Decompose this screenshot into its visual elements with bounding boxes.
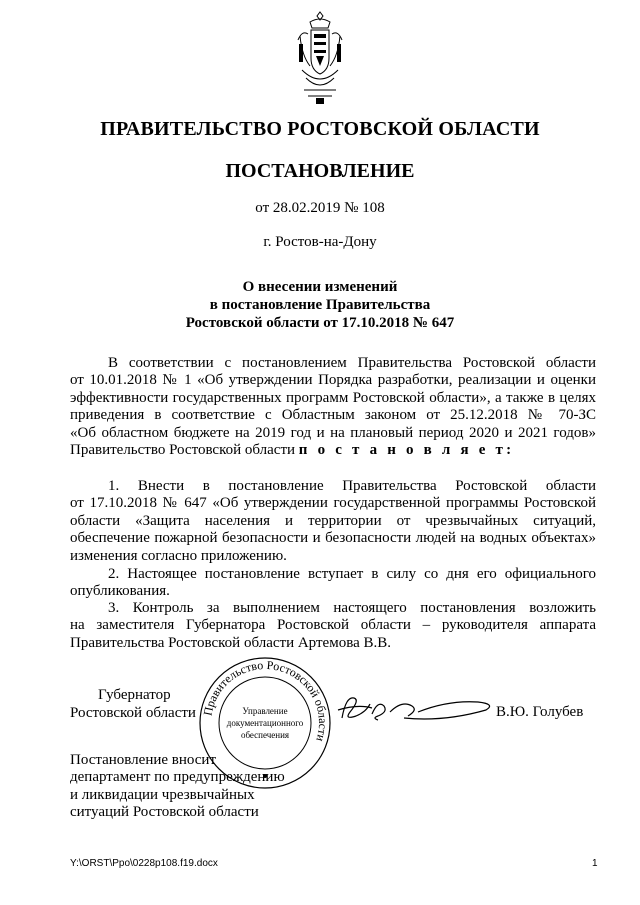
paragraph-line: 1. Внести в постановление Правительства Ростовской области — [108, 478, 596, 494]
file-path: Y:\ORST\Ppo\0228p108.f19.docx — [70, 858, 218, 869]
stamp-inner-line: документационного — [226, 718, 304, 728]
submitter-line: ситуаций Ростовской области — [70, 804, 259, 821]
decree-item-2 — [70, 566, 596, 601]
paragraph-line: области «Защита населения и территории от чрезвычайных ситуаций, — [70, 512, 596, 529]
paragraph-line: обеспечение пожарной безопасности и безопасности людей на водных объектах» — [70, 530, 596, 547]
handwritten-signature — [334, 688, 494, 732]
signer-role-line: Ростовской области — [70, 705, 196, 721]
stamp-outer-text: Правительство Ростовской области — [200, 657, 331, 744]
paragraph-line — [70, 442, 596, 459]
decrees-word: п о с т а н о в л я е т: — [298, 441, 515, 458]
subject-line: Ростовской области от 17.10.2018 № 647 — [185, 315, 455, 331]
document-subject — [0, 278, 640, 332]
preamble-paragraph — [70, 355, 596, 459]
paragraph-line: изменения согласно приложению. — [70, 547, 287, 564]
paragraph-line: эффективности государственных программ Ростовской области», а также в целях — [70, 389, 596, 406]
paragraph-line: 3. Контроль за выполнением настоящего постановления возложить — [108, 600, 596, 616]
date-number: от 28.02.2019 № 108 — [255, 200, 385, 216]
paragraph-line: Правительства Ростовской области Артемова В.В. — [70, 634, 391, 651]
paragraph-line: на заместителя Губернатора Ростовской области – руководителя аппарата — [70, 617, 596, 634]
signer-role-line: Губернатор — [98, 687, 171, 703]
paragraph-line: В соответствии с постановлением Правительства Ростовской области — [108, 355, 596, 371]
submitter-note — [70, 752, 285, 822]
submitter-line: и ликвидации чрезвычайных — [70, 786, 255, 803]
decree-item-3 — [70, 600, 596, 652]
subject-line: в постановление Правительства — [209, 297, 431, 313]
preamble-last-text: Правительство Ростовской области — [70, 441, 296, 458]
stamp-inner-line: Управление — [242, 706, 288, 716]
coat-of-arms-icon — [296, 10, 344, 108]
paragraph-line: приведения в соответствие с Областным законом от 25.12.2018 № 70-ЗС — [70, 407, 596, 424]
signer-name: В.Ю. Голубев — [496, 704, 584, 720]
page-number: 1 — [592, 858, 598, 869]
decree-item-1 — [70, 478, 596, 565]
org-title: ПРАВИТЕЛЬСТВО РОСТОВСКОЙ ОБЛАСТИ — [100, 118, 540, 140]
submitter-line: Постановление вносит — [70, 752, 217, 768]
doc-type-title: ПОСТАНОВЛЕНИЕ — [225, 160, 415, 182]
city: г. Ростов-на-Дону — [263, 234, 377, 250]
paragraph-line: 2. Настоящее постановление вступает в силу со дня его официального — [108, 566, 596, 582]
subject-line: О внесении изменений — [242, 279, 398, 295]
paragraph-line: опубликования. — [70, 583, 170, 600]
paragraph-line: от 10.01.2018 № 1 «Об утверждении Порядка разработки, реализации и оценки — [70, 372, 596, 389]
stamp-inner-line: обеспечения — [240, 730, 290, 740]
paragraph-line: от 17.10.2018 № 647 «Об утверждении государственной программы Ростовской — [70, 495, 596, 512]
paragraph-line: «Об областном бюджете на 2019 год и на плановый период 2020 и 2021 годов» — [70, 424, 596, 441]
submitter-line: департамент по предупреждению — [70, 769, 285, 786]
